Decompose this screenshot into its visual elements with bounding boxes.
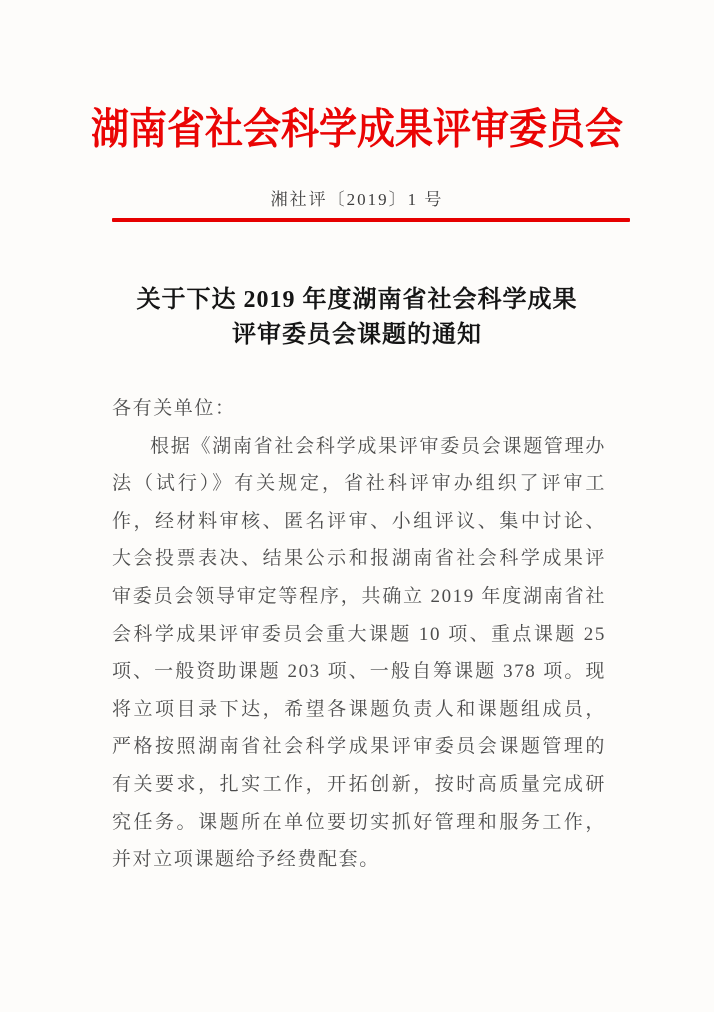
body-paragraph: 根据《湖南省社会科学成果评审委员会课题管理办法（试行）》有关规定，省社科评审办组织了评审工作，经材料审核、匿名评审、小组评议、集中讨论、大会投票表决、结果公示和报湖南省社会科学成果评审委员会领导审定等程序，共确立 2019 年度湖南省社会科学成果评审委员会重大课题 10 项、重点课题 25 项、一般资助课题 203 项、一般自筹课题 378 项。现将立项目录下达，希望各课题负责人和课题组成员，严格按照湖南省社会科学成果评审委员会课题管理的有关要求，扎实工作，开拓创新，按时高质量完成研究任务。课题所在单位要切实抓好管理和服务工作，并对立项课题给予经费配套。 bbox=[112, 435, 606, 871]
document-title-line1: 关于下达 2019 年度湖南省社会科学成果 bbox=[136, 287, 578, 313]
document-number: 湘社评〔2019〕1 号 bbox=[270, 190, 444, 209]
org-title-red-header: 湖南省社会科学成果评审委员会 bbox=[90, 106, 623, 154]
salutation: 各有关单位： bbox=[112, 398, 236, 419]
document-title bbox=[0, 283, 714, 353]
document-title-line2: 评审委员会课题的通知 bbox=[232, 322, 482, 348]
red-divider-line bbox=[112, 218, 630, 222]
document-body bbox=[112, 390, 606, 879]
